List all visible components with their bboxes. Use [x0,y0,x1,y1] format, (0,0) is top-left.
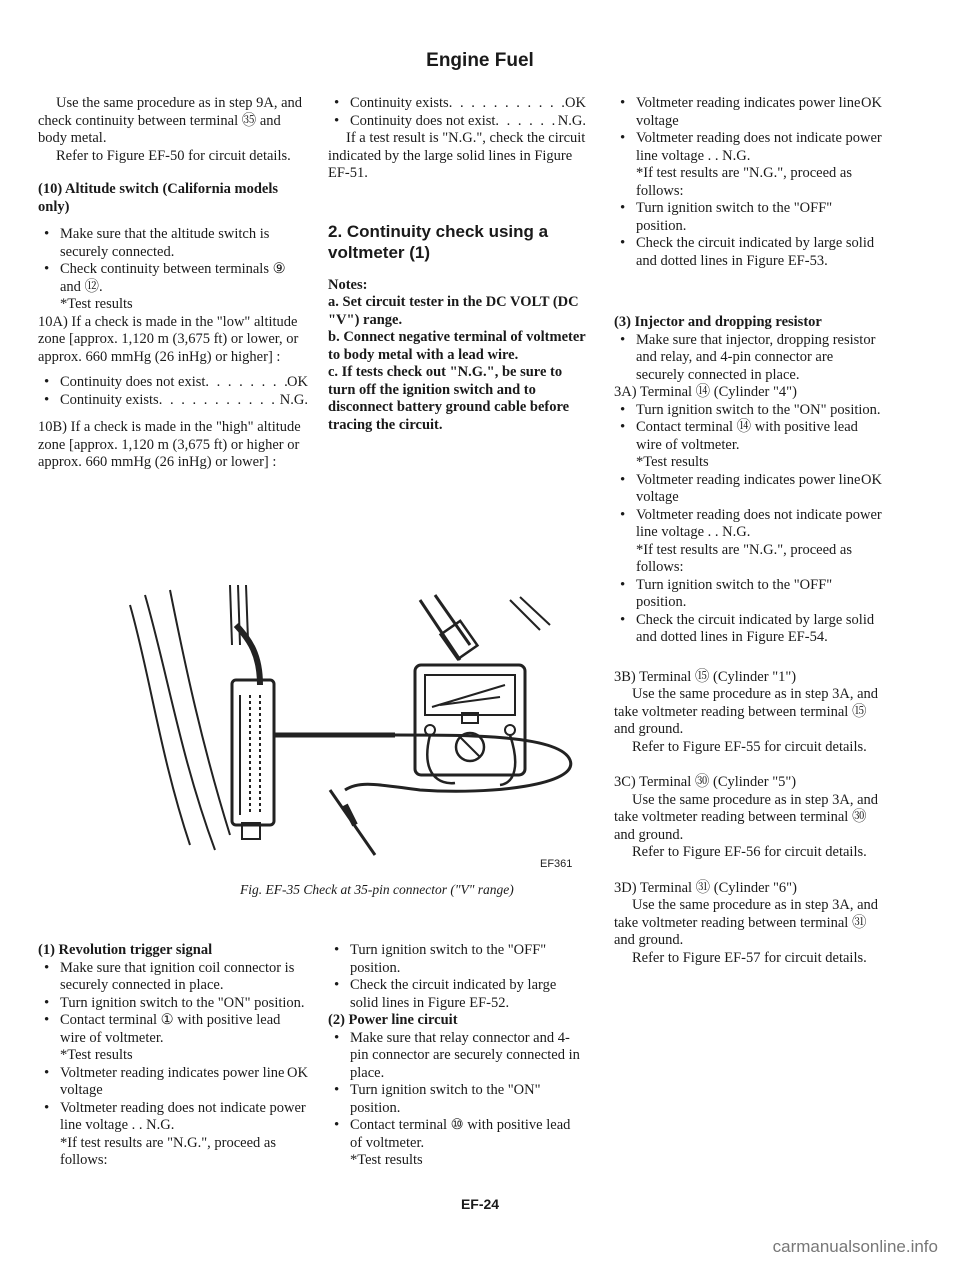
notes-label: Notes: [328,276,368,293]
section-heading: 2. Continuity check using a voltmeter (1) [328,221,549,262]
bullet-item: • Check the circuit indicated by large solid and dotted lines in Figure EF-54. [614,612,882,647]
paragraph: Refer to Figure EF-56 for circuit details. [632,844,867,860]
bullet-item: • Make sure that the altitude switch is securely connected. [38,226,308,261]
paragraph: *If test results are "N.G.", proceed as follows: [636,541,852,575]
column-1-top [38,95,308,472]
bullet-item: • Contact terminal ⑩ with positive lead of voltmeter. [328,1117,586,1152]
result-row: • Continuity does not exist . . . OK [38,374,308,392]
bullet-item: • Turn ignition switch to the "OFF" position. [328,942,586,977]
paragraph: 10A) If a check is made in the "low" altitude zone [approx. 1,120 m (3,675 ft) or lower, or approx. 660 mmHg (26 inHg) or higher] : [38,313,299,365]
result-row: • Continuity exists . . . N.G. [38,392,308,410]
bullet-item: • Check the circuit indicated by large solid and dotted lines in Figure EF-53. [614,235,882,270]
step-heading: 3A) Terminal ⑭ (Cylinder "4") [614,384,797,400]
result-row: • Voltmeter reading does not indicate power line voltage . . N.G. [38,1100,308,1135]
bullet-item: • Turn ignition switch to the "OFF" position. [614,577,882,612]
section-heading: (1) Revolution trigger signal [38,942,213,958]
bullet-item: • Contact terminal ① with positive lead wire of voltmeter. [38,1012,308,1047]
test-results-label: *Test results [636,454,709,470]
bullet-item: • Turn ignition switch to the "ON" position. [38,995,308,1013]
column-2-bottom [328,942,586,1170]
bullet-item: • Turn ignition switch to the "OFF" position. [614,200,882,235]
bullet-item: • Make sure that injector, dropping resistor and relay, and 4-pin connector are securely connected in place. [614,332,882,385]
test-results-label: *Test results [60,296,133,312]
paragraph: Refer to Figure EF-57 for circuit details. [632,949,867,966]
paragraph: Refer to Figure EF-50 for circuit details. [56,147,291,164]
figure-caption: Fig. EF-35 Check at 35-pin connector ("V" range) [240,882,514,897]
paragraph: Use the same procedure as in step 3A, and take voltmeter reading between terminal ㉛ and ground. [614,897,879,948]
paragraph: *If test results are "N.G.", proceed as follows: [60,1134,276,1168]
note-item: b. Connect negative terminal of voltmeter to body metal with a lead wire. [328,329,586,363]
paragraph: Use the same procedure as in step 3A, and take voltmeter reading between terminal ⑮ and ground. [614,686,879,737]
bullet-item: • Turn ignition switch to the "ON" position. [328,1082,586,1117]
step-heading: 3C) Terminal ㉚ (Cylinder "5") [614,774,797,790]
column-2-top [328,95,586,434]
paragraph: *If test results are "N.G.", proceed as follows: [636,165,852,199]
page-header: Engine Fuel [426,50,534,71]
result-row: • Voltmeter reading indicates power line voltage OK [38,1065,308,1100]
step-heading: 3D) Terminal ㉛ (Cylinder "6") [614,879,797,896]
paragraph: If a test result is "N.G.", check the circuit indicated by the large solid lines in Figure EF-51. [328,130,586,181]
paragraph: Refer to Figure EF-55 for circuit details. [632,738,867,755]
note-item: a. Set circuit tester in the DC VOLT (DC "V") range. [328,294,579,328]
result-row: • Voltmeter reading does not indicate power line voltage . . N.G. [614,130,882,165]
bullet-item: • Make sure that ignition coil connector is securely connected in place. [38,960,308,995]
bullet-item: • Check continuity between terminals ⑨ and ⑫. [38,261,308,296]
bullet-item: • Turn ignition switch to the "ON" position. [614,402,882,420]
bullet-item: • Contact terminal ⑭ with positive lead wire of voltmeter. [614,419,882,454]
result-row: • Voltmeter reading indicates power line voltage OK [614,472,882,507]
paragraph: Use the same procedure as in step 3A, and take voltmeter reading between terminal ㉚ and ground. [614,791,879,843]
figure-code: EF361 [540,858,573,870]
test-results-label: *Test results [350,1152,423,1168]
section-heading: (3) Injector and dropping resistor [614,314,822,330]
paragraph: 10B) If a check is made in the "high" altitude zone [approx. 1,120 m (3,675 ft) or higher or approx. 660 mmHg (26 inHg) or lower] : [38,419,301,470]
test-results-label: *Test results [60,1047,133,1063]
result-row: • Continuity does not exist . . . N.G. [328,113,586,131]
bullet-item: • Make sure that relay connector and 4-pin connector are securely connected in place. [328,1030,586,1083]
watermark: carmanualsonline.info [772,1237,938,1256]
bullet-item: • Check the circuit indicated by large solid lines in Figure EF-52. [328,977,586,1012]
result-row: • Voltmeter reading indicates power line voltage OK [614,95,882,130]
column-1-bottom [38,942,308,1170]
note-item: c. If tests check out "N.G.", be sure to turn off the ignition switch and to disconnect battery ground cable before tracing the circuit. [328,364,570,433]
result-row: • Continuity exists . . . OK [328,95,586,113]
page-number: EF-24 [460,1196,500,1212]
section-heading: (10) Altitude switch (California models only) [38,181,279,215]
connector-check-illustration [110,585,600,875]
column-3 [614,95,882,967]
paragraph: Use the same procedure as in step 9A, and check continuity between terminal ㉟ and body metal. [38,95,303,146]
step-heading: 3B) Terminal ⑮ (Cylinder "1") [614,668,797,685]
section-heading: (2) Power line circuit [328,1012,458,1028]
result-row: • Voltmeter reading does not indicate power line voltage . . N.G. [614,507,882,542]
